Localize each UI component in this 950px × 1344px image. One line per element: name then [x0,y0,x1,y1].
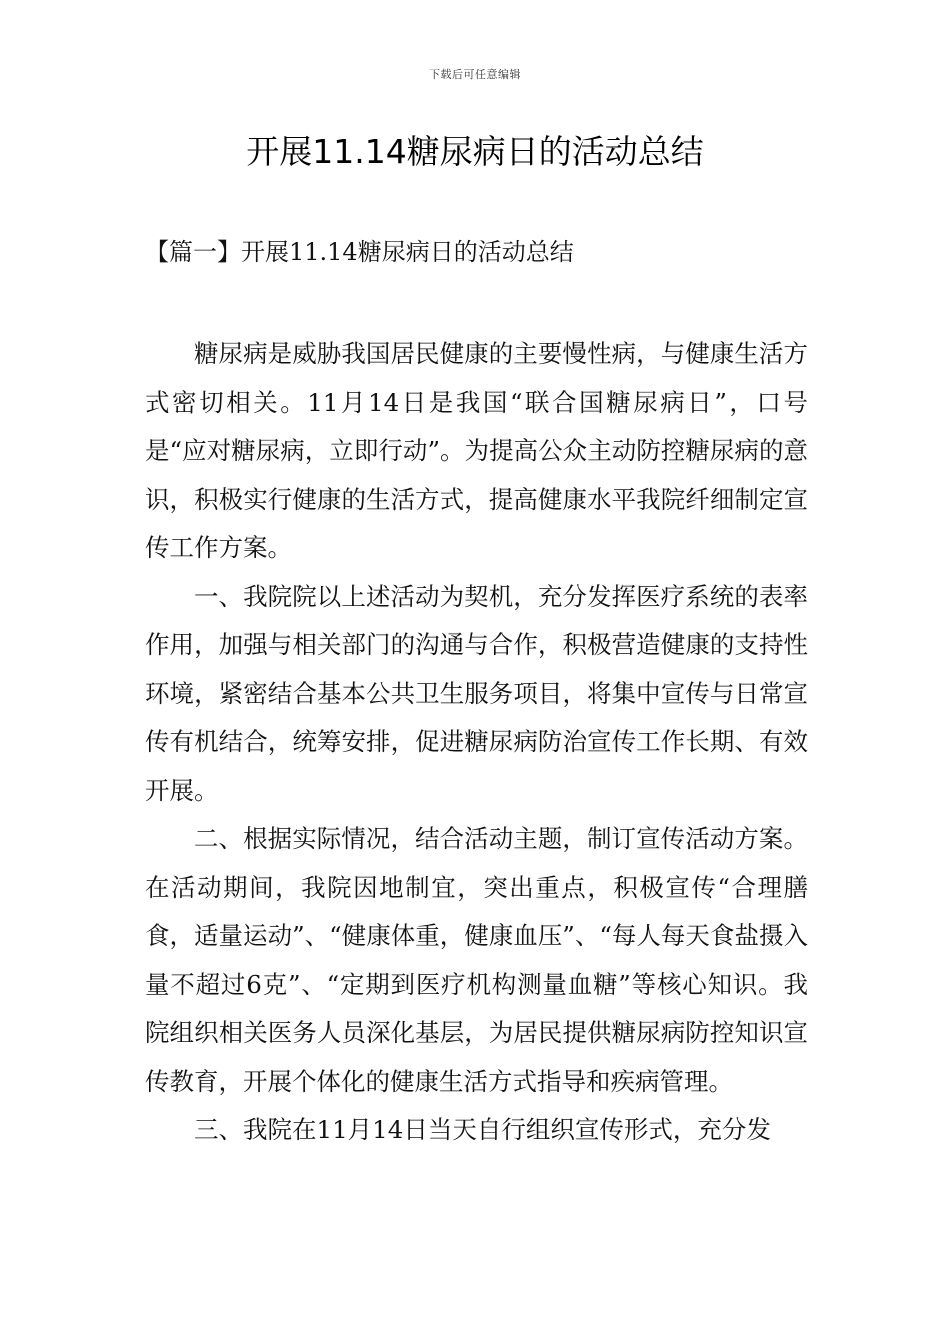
paragraph-item-2: 二、根据实际情况，结合活动主题，制订宣传活动方案。在活动期间，我院因地制宜，突出重点，积极宣传“合理膳食，适量运动”、“健康体重，健康血压”、“每人每天食盐摄入量不超过6克”、“定期到医疗机构测量血糖”等核心知识。我院组织相关医务人员深化基层，为居民提供糖尿病防控知识宣传教育，开展个体化的健康生活方式指导和疾病管理。 [145,824,808,1096]
paragraph-intro: 糖尿病是威胁我国居民健康的主要慢性病，与健康生活方式密切相关。11月14日是我国“联合国糖尿病日”，口号是“应对糖尿病，立即行动”。为提高公众主动防控糖尿病的意识，积极实行健康的生活方式，提高健康水平我院纤细制定宣传工作方案。 [145,339,808,562]
paragraph-item-3: 三、我院在11月14日当天自行组织宣传形式，充分发 [194,1115,771,1144]
header-note: 下载后可任意编辑 [429,68,521,81]
body-text [145,330,808,1155]
section-heading: 【篇一】开展11.14糖尿病日的活动总结 [145,238,574,266]
paragraph-item-1: 一、我院院以上述活动为契机，充分发挥医疗系统的表率作用，加强与相关部门的沟通与合作，积极营造健康的支持性环境，紧密结合基本公共卫生服务项目，将集中宣传与日常宣传有机结合，统筹安排，促进糖尿病防治宣传工作长期、有效开展。 [145,581,808,805]
document-title: 开展11.14糖尿病日的活动总结 [246,132,704,171]
